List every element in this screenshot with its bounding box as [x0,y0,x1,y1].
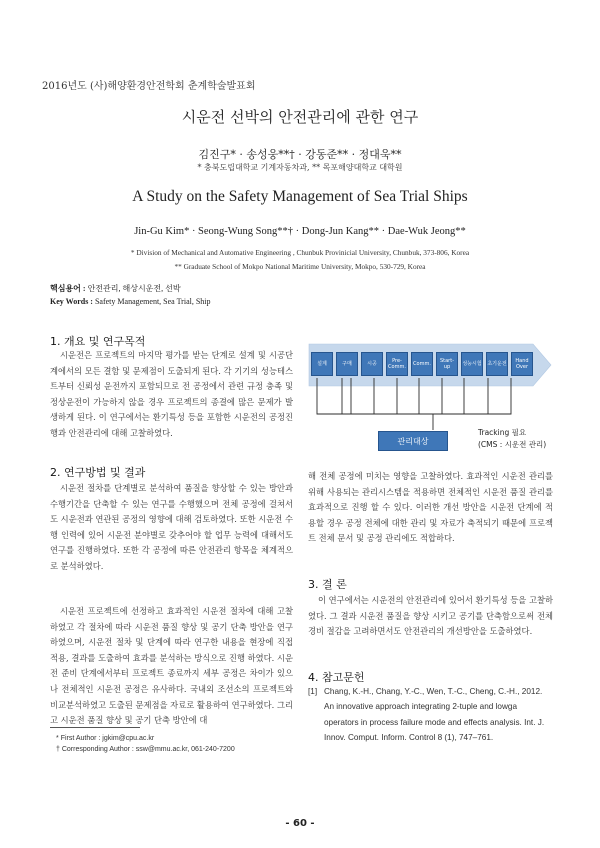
section3-paragraph: 이 연구에서는 시운전의 안전관리에 있어서 환기특성 등을 고찰하였다. 그 결과 시운전 품질을 향상 시키고 공기를 단축함으로써 전체 경비 절감을 고려하면서도 안전관리의 개선방안을 도출하였다. [308,595,553,637]
section1-paragraph: 시운전은 프로젝트의 마지막 평가를 받는 단계로 설계 및 시공단계에서의 모든 결함 및 문제점이 도출되게 된다. 각 기기의 성능테스트부터 신뢰성 운전까지 포함되므로 전 공정에서 관련 규정 충족 및 정상운전이 가능하지 않을 경우 프로젝트의 종결에 많은 문제가 발생하게 된다. 이 연구에서는 환기특성 등을 포함한 시운전의 공정진행과 안전관리에 대해 고찰하였다. [50,350,293,438]
management-target-box: 관리대상 [378,431,448,451]
section4-heading: 4. 참고문헌 [308,671,365,684]
keywords-ko-value: 안전관리, 해상시운전, 선박 [87,284,181,293]
step-design: 설계 [311,352,333,376]
english-authors: Jin-Gu Kim* · Seong-Wung Song**† · Dong-Jun Kang** · Dae-Wuk Jeong** [134,226,466,237]
step-construction: 시공 [361,352,383,376]
step-comm: Comm. [411,352,433,376]
korean-title: 시운전 선박의 안전관리에 관한 연구 [181,108,419,126]
keywords-ko-label: 핵심용어 : [50,284,86,293]
english-title: A Study on the Safety Management of Sea Trial Ships [132,188,468,205]
footnote-marker-corr: † [56,746,60,753]
keywords-en-label: Key Words : [50,297,93,306]
english-affiliation-1: * Division of Mechanical and Automative Engineering , Chunbuk Provinicial University, Chunbuk, 373-806, Korea [130,248,470,257]
section2-paragraph-1: 시운전 절차를 단계별로 분석하여 품질을 향상할 수 있는 방안과 수행기간을 단축할 수 있는 연구를 수행했으며 전체 공정에 걸쳐서도 시운전과 연관된 공정의 영향에 대해 검토하였다. 또한 시운전 수행 인력에 있어 시운전 분야별로 갖추어야 할 업무 능력에 대해서도 연구를 진행하였다. 또한 각 공정에 따른 안전관리 항목을 체계적으로 분석하였다. [50,483,293,571]
footnote-corr-text: Corresponding Author : ssw@mmu.ac.kr, 061-240-7200 [61,746,235,753]
reference-1: Chang, K.-H., Chang, Y.-C., Wen, T.-C., Cheng, C.-H., 2012. An innovative approach integrating 2-tuple and lowga operators in process failure mode and effects analysis. Int. J. Innov. Comput. Inform. Control 8 (1), 747–761. [324,687,545,743]
section2-paragraph-3: 해 전체 공정에 미치는 영향을 고찰하였다. 효과적인 시운전 관리를 위해 사용되는 관리시스템을 적용하면 전체적인 시운전 품질 관리를 효과적으로 진행 할 수 있다. 이러한 개선 방안을 시운전 단계에 적용할 경우 공정 전체에 대한 관리 및 자료가 축적되기 때문에 프로젝트 전체 문서 및 공정 관리에도 적합하다. [308,471,553,544]
step-start-up: Start-up [436,352,458,376]
tracking-line-2: (CMS : 시운전 관리) [478,440,547,449]
keywords-en [50,297,211,306]
korean-authors: 김진구* · 송성웅**† · 강동준** · 정대욱** [198,148,402,161]
keywords-en-value: Safety Management, Sea Trial, Ship [94,297,211,306]
tracking-line-1: Tracking 필요 [478,428,527,437]
footnote-divider [50,727,140,728]
english-affiliation-2: ** Graduate School of Mokpo National Maritime University, Mokpo, 530-729, Korea [174,262,426,271]
step-performance-test: 성능시험 [461,352,483,376]
section3-heading: 3. 결 론 [308,578,347,591]
keywords-ko [50,283,181,294]
reference-1-number: [1] [308,687,318,696]
section2-heading: 2. 연구방법 및 결과 [50,466,146,479]
tracking-note [478,427,546,451]
footnote-first-author [56,735,154,742]
korean-affiliation: * 충북도립대학교 기계자동차과, ** 목포해양대학교 대학원 [197,163,403,172]
step-hand-over: Hand Over [511,352,533,376]
conference-header: 2016년도 (사)해양환경안전학회 춘계학술발표회 [42,81,256,92]
section1-heading: 1. 개요 및 연구목적 [50,335,146,348]
page-number: - 60 - [285,818,315,829]
step-initial-operation: 초기운전 [486,352,508,376]
footnote-marker-first: * [56,735,59,742]
footnote-corresponding-author [56,746,235,753]
step-pre-comm: Pre-Comm. [386,352,408,376]
section2-paragraph-2: 시운전 프로젝트에 선정하고 효과적인 시운전 절차에 대해 고찰하였고 각 절차에 따라 시운전 품질 향상 및 공기 단축 방안을 연구하였으며, 시운전 절차 및 단계에 따라 연구한 내용을 현장에 직접 적용, 결과를 도출하여 효과를 분석하는 방식으로 진행 하였다. 시운전 준비 단계에서부터 프로젝트 종료까지 세부 공정은 차이가 있으나 전체적인 시운전 공정은 유사하다. 국내외 조선소의 프로젝트와 비교분석하였고 도출된 문제점을 자료로 활용하여 연구하였다. 그리고 시운전 품질 향상 및 공기 단축 방안에 대 [50,606,293,726]
step-purchase: 구매 [336,352,358,376]
footnote-first-text: First Author : jgkim@cpu.ac.kr [60,735,155,742]
